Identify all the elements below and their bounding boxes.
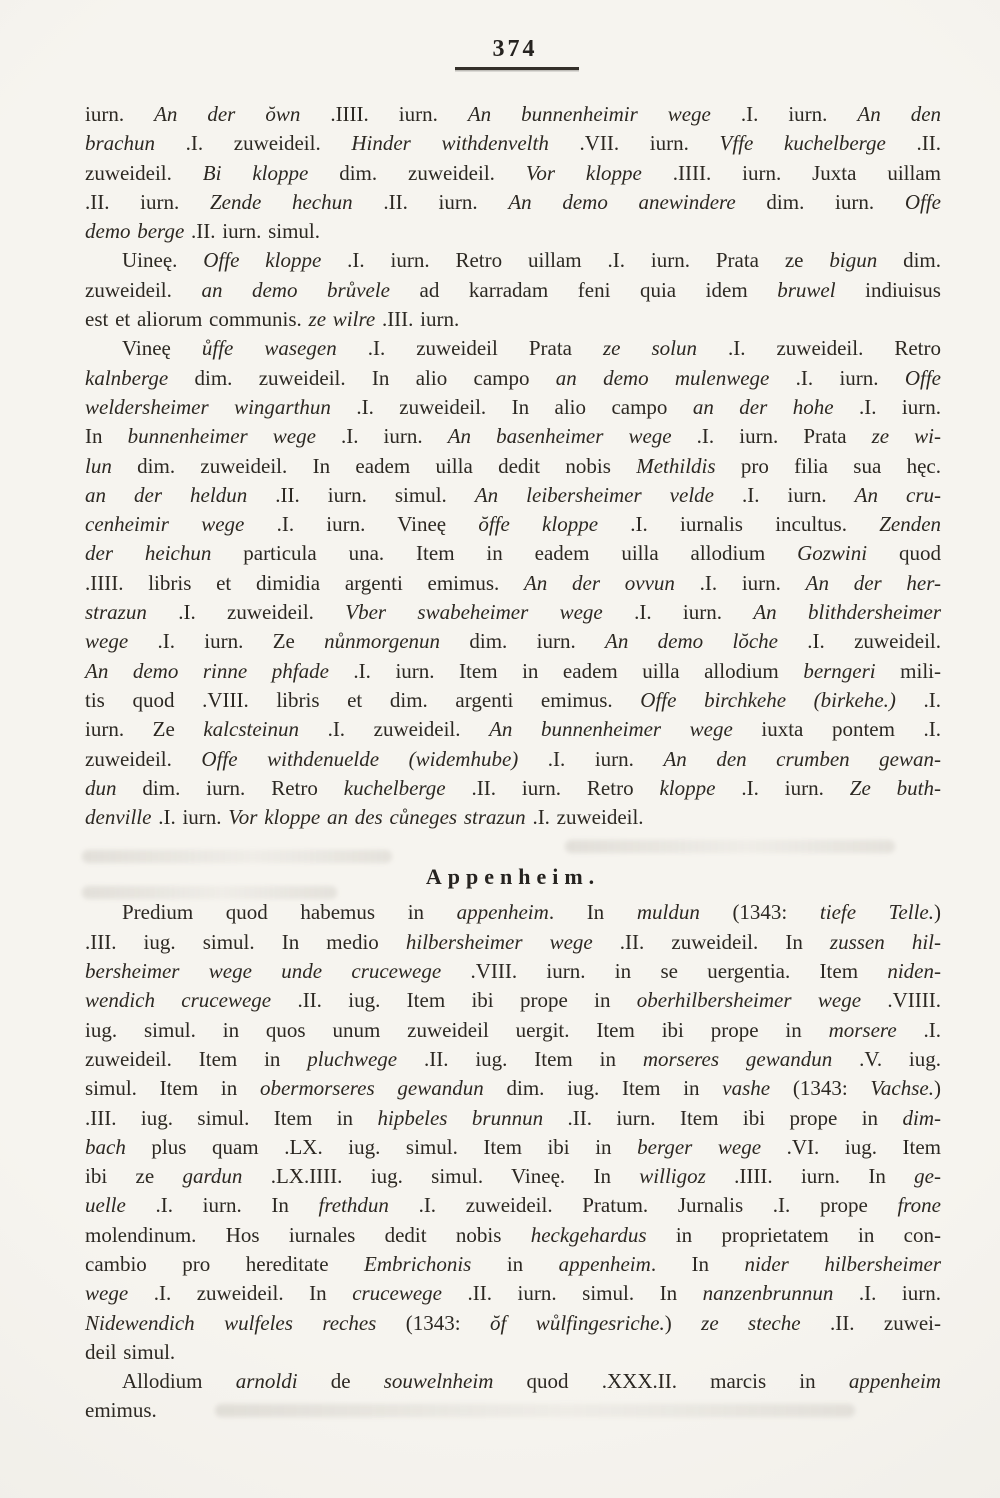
place-name-italic: dim- [902, 1105, 941, 1130]
place-name-italic: Zende hechun [209, 189, 353, 214]
body-text: .II. zuweideil. In [592, 929, 830, 954]
place-name-italic: an der heldun [85, 482, 248, 507]
place-name-italic: lun [85, 453, 112, 478]
text-line [85, 364, 941, 393]
place-name-italic: muldun [636, 900, 700, 925]
place-name-italic: hipbeles brunnun [377, 1105, 544, 1130]
place-name-italic: vashe [722, 1076, 771, 1101]
text-line [85, 188, 941, 217]
text-line [85, 1367, 941, 1396]
body-text: quod .XXX.II. marcis in [493, 1369, 849, 1394]
place-name-italic: der heichun [85, 541, 212, 566]
place-name-italic: An basenheimer wege [447, 424, 672, 449]
body-text: .I. iurn. Prata [671, 424, 872, 449]
place-name-italic: Bi kloppe [202, 160, 309, 185]
place-name-italic: wege [85, 629, 129, 654]
place-name-italic: An der ŏwn [154, 102, 301, 126]
place-name-italic: bersheimer wege unde crucewege [85, 959, 442, 984]
body-text: plus quam .LX. iug. simul. Item ibi in [125, 1134, 638, 1159]
body-text: .LX.IIII. iug. simul. Vineę. In [242, 1164, 640, 1189]
body-text: .VI. iug. Item [761, 1134, 942, 1159]
place-name-italic: frone [897, 1193, 941, 1218]
body-text: cambio pro hereditate [85, 1251, 365, 1276]
body-text: (1343: [376, 1310, 491, 1335]
body-text: .V. iug. [832, 1046, 942, 1071]
section-heading: Appenheim. [425, 864, 601, 890]
place-name-italic: heckgehardus [530, 1222, 647, 1247]
place-name-italic: Offe birchkehe (birkehe.) [640, 687, 896, 712]
place-name-italic: denville [85, 805, 152, 830]
place-name-italic: berger wege [637, 1134, 762, 1159]
place-name-italic: ze wi- [871, 424, 941, 449]
body-text: .III. iug. simul. Item in [85, 1105, 378, 1130]
place-name-italic: An den [857, 102, 942, 126]
place-name-italic: an demo mulenwege [555, 365, 770, 390]
place-name-italic: wege [85, 1281, 129, 1306]
body-text: zuweideil. Item in [85, 1046, 308, 1071]
body-text: .I. iurn. [602, 600, 754, 625]
body-text: .II. [885, 131, 942, 156]
body-text: dim. iurn. Retro [116, 775, 344, 800]
place-name-italic: berngeri [803, 658, 876, 683]
place-name-italic: morsere [828, 1017, 897, 1042]
body-text: .I. [896, 1017, 941, 1042]
text-line [85, 928, 941, 957]
bleed-through-smudge [82, 886, 337, 899]
body-text: .II. iurn. Retro [445, 775, 660, 800]
place-name-italic: Hinder withdenvelth [351, 131, 549, 156]
body-text: simul. Item in [85, 1076, 260, 1101]
body-text: .I. [895, 687, 941, 712]
text-line [85, 686, 941, 715]
place-name-italic: An demo rinne phfade [85, 658, 329, 683]
place-name-italic: appenheim [848, 1369, 941, 1394]
place-name-italic: gardun [182, 1164, 243, 1189]
place-name-italic: An den crumben gewan- [663, 746, 942, 771]
body-text: (1343: [699, 900, 820, 925]
text-line [85, 1309, 941, 1338]
body-text: ) [934, 1076, 941, 1101]
body-text: emimus. [85, 1398, 157, 1423]
place-name-italic: brachun [85, 131, 155, 156]
place-name-italic: ge- [914, 1164, 941, 1189]
body-text: ibi ze [85, 1164, 183, 1189]
body-text: Predium quod habemus in [122, 900, 457, 925]
place-name-italic: kloppe [659, 775, 716, 800]
body-text: .III. iug. simul. In medio [85, 929, 406, 954]
body-text: .II. iurn. simul. In [441, 1281, 703, 1306]
body-text: (1343: [770, 1076, 871, 1101]
body-text: In [85, 424, 128, 449]
body-text: . In [650, 1251, 745, 1276]
text-line [85, 1279, 941, 1308]
place-name-italic: An der ovvun [523, 570, 675, 595]
text-line [85, 598, 941, 627]
body-text: deil simul. [85, 1339, 176, 1364]
place-name-italic: kalnberge [85, 365, 169, 390]
body-text: .I. zuweideil. In alio campo [330, 394, 693, 419]
body-text: .IIII. libris et dimidia argenti emimus. [85, 570, 524, 595]
place-name-italic: Embrichonis [364, 1251, 472, 1276]
text-line [85, 803, 941, 832]
text-line [85, 986, 941, 1015]
body-text: .I. iurn. [713, 482, 855, 507]
place-name-italic: Methildis [636, 453, 716, 478]
body-text: zuweideil. [85, 277, 202, 302]
text-line [85, 957, 941, 986]
body-text: .IIII. iurn. In [705, 1164, 915, 1189]
place-name-italic: niden- [887, 959, 941, 984]
text-line [85, 1045, 941, 1074]
text-line [85, 129, 941, 158]
body-text: Allodium [122, 1369, 236, 1394]
body-text: .I. iurn. [715, 775, 850, 800]
place-name-italic: Offe [904, 365, 941, 390]
text-line [85, 1074, 941, 1103]
text-line [85, 1191, 941, 1220]
place-name-italic: wendich crucewege [85, 988, 272, 1013]
body-text: zuweideil. [85, 160, 203, 185]
body-text: .I. zuweideil. [299, 717, 490, 742]
body-text: .I. iurn. [833, 1281, 941, 1306]
body-text: .IIII. iurn. [300, 102, 468, 126]
bleed-through-smudge [82, 850, 392, 863]
place-name-italic: Offe withdenuelde (widemhube) [201, 746, 519, 771]
place-name-italic: ze solun [602, 336, 697, 361]
place-name-italic: appenheim [558, 1251, 651, 1276]
page-number-rule [455, 67, 579, 70]
body-text: .IIII. iurn. Juxta uillam [641, 160, 941, 185]
place-name-italic: bruwel [777, 277, 836, 302]
body-text: .II. iurn. [85, 189, 210, 214]
body-text: .I. iurnalis incultus. [598, 512, 880, 537]
body-text: dim. iug. Item in [483, 1076, 723, 1101]
body-text: .II. iurn. [352, 189, 509, 214]
body-text: in [471, 1251, 559, 1276]
body-text: .II. iurn. simul. [247, 482, 475, 507]
place-name-italic: pluchwege [307, 1046, 398, 1071]
body-text: .III. iurn. [375, 307, 460, 332]
place-name-italic: uelle [85, 1193, 126, 1218]
body-text: .I. iurn. [674, 570, 806, 595]
body-text: .I. iurn. In [125, 1193, 319, 1218]
place-name-italic: bach [85, 1134, 126, 1159]
place-name-italic: Vor kloppe [525, 160, 642, 185]
body-text: iug. simul. in quos unum zuweideil uergit. Item ibi prope in [85, 1017, 829, 1042]
place-name-italic: Vffe kuchelberge [719, 131, 886, 156]
body-text: .II. iurn. Item ibi prope in [543, 1105, 903, 1130]
place-name-italic: An leibersheimer velde [474, 482, 714, 507]
place-name-italic: ŏf wůlfingesriche. [490, 1310, 665, 1335]
body-text: .I. iurn. [769, 365, 905, 390]
text-line [85, 481, 941, 510]
body-text: .I. iurn. [151, 805, 229, 830]
body-text: .I. zuweideil. Pratum. Jurnalis .I. prope [388, 1193, 898, 1218]
place-name-italic: demo berge [85, 219, 185, 244]
body-text: iuxta pontem .I. [732, 717, 941, 742]
body-text: .II. zuwei- [800, 1310, 942, 1335]
text-line [85, 276, 941, 305]
place-name-italic: nider hilbersheimer [744, 1251, 941, 1276]
body-text: .I. zuweideil. In [128, 1281, 353, 1306]
place-name-italic: kuchelberge [343, 775, 446, 800]
place-name-italic: morseres gewandun [642, 1046, 833, 1071]
place-name-italic: Vber swabeheimer wege [345, 600, 603, 625]
text-line [85, 159, 941, 188]
text-line [85, 393, 941, 422]
text-block [85, 100, 941, 1426]
place-name-italic: strazun [85, 600, 147, 625]
body-text: Uineę. [122, 248, 204, 273]
place-name-italic: bigun [829, 248, 878, 273]
place-name-italic: An blithdersheimer [753, 600, 941, 625]
place-name-italic: Vor kloppe an des cůneges strazun [228, 805, 526, 830]
body-text: .I. zuweideil. [146, 600, 346, 625]
body-text: .VII. iurn. [548, 131, 720, 156]
place-name-italic: tiefe Telle. [819, 900, 934, 925]
body-text: particula una. Item in eadem uilla allodium [211, 541, 798, 566]
place-name-italic: Offe kloppe [203, 248, 322, 273]
text-line [85, 217, 941, 246]
text-line [85, 246, 941, 275]
body-text: dim. zuweideil. In eadem uilla dedit nobis [111, 453, 637, 478]
place-name-italic: An der her- [805, 570, 941, 595]
body-text: .II. iug. Item in [397, 1046, 643, 1071]
place-name-italic: hilbersheimer wege [405, 929, 593, 954]
body-text: .VIIII. [861, 988, 941, 1013]
place-name-italic: zussen hil- [829, 929, 941, 954]
place-name-italic: weldersheimer wingarthun [85, 394, 331, 419]
page-number: 374 [492, 36, 538, 62]
place-name-italic: ŏffe kloppe [478, 512, 599, 537]
body-text: mili- [875, 658, 942, 683]
place-name-italic: An demo lŏche [605, 629, 778, 654]
paragraph [85, 100, 941, 246]
body-text: .VIII. iurn. in se uergentia. Item [441, 959, 888, 984]
text-line [85, 1133, 941, 1162]
body-text: .I. iurn. Item in eadem uilla allodium [328, 658, 804, 683]
text-line [85, 1250, 941, 1279]
paragraph [85, 334, 941, 832]
body-text: .I. iurn. [315, 424, 448, 449]
body-text: iurn. Ze [85, 717, 204, 742]
body-text: pro filia sua hęc. [715, 453, 941, 478]
place-name-italic: Zenden [879, 512, 942, 537]
body-text: .I. iurn. Retro uillam .I. iurn. Prata ze [321, 248, 830, 273]
place-name-italic: ze steche [701, 1310, 801, 1335]
text-line [85, 1338, 941, 1367]
text-line [85, 715, 941, 744]
place-name-italic: obermorseres gewandun [259, 1076, 484, 1101]
body-text: dim. [877, 248, 941, 273]
body-text: .II. iurn. simul. [184, 219, 321, 244]
text-line [85, 898, 941, 927]
text-line [85, 510, 941, 539]
bleed-through-smudge [565, 840, 895, 853]
body-text: . In [548, 900, 637, 925]
place-name-italic: An cru- [854, 482, 941, 507]
body-text: dim. iurn. [735, 189, 905, 214]
body-text: indiuisus [835, 277, 941, 302]
place-name-italic: frethdun [318, 1193, 389, 1218]
body-text: .I. zuweideil. [155, 131, 352, 156]
place-name-italic: oberhilbersheimer wege [636, 988, 862, 1013]
place-name-italic: bunnenheimer wege [127, 424, 316, 449]
text-line [85, 305, 941, 334]
body-text: est et aliorum communis. [85, 307, 309, 332]
place-name-italic: willigoz [639, 1164, 706, 1189]
place-name-italic: appenheim [456, 900, 549, 925]
text-line [85, 452, 941, 481]
text-line [85, 422, 941, 451]
place-name-italic: nanzenbrunnun [702, 1281, 834, 1306]
body-text: .I. zuweideil. Retro [696, 336, 942, 361]
body-text: tis quod .VIII. libris et dim. argenti emimus. [85, 687, 641, 712]
place-name-italic: nůnmorgenun [324, 629, 441, 654]
text-line [85, 627, 941, 656]
body-text: iurn. [85, 102, 155, 126]
text-line [85, 569, 941, 598]
paragraph [85, 246, 941, 334]
place-name-italic: crucewege [352, 1281, 442, 1306]
body-text: .II. iug. Item ibi prope in [271, 988, 637, 1013]
body-text: Vineę [122, 336, 202, 361]
place-name-italic: dun [85, 775, 117, 800]
body-text: .I. iurn. [710, 102, 858, 126]
text-line [85, 1104, 941, 1133]
text-line [85, 539, 941, 568]
place-name-italic: Offe [904, 189, 941, 214]
text-line [85, 334, 941, 363]
place-name-italic: ze wilre [308, 307, 376, 332]
body-text: .I. iurn. Ze [128, 629, 325, 654]
body-text: .I. iurn. [833, 394, 941, 419]
place-name-italic: an demo brůvele [201, 277, 390, 302]
place-name-italic: Gozwini [797, 541, 868, 566]
place-name-italic: kalcsteinun [203, 717, 299, 742]
place-name-italic: An bunnenheimir wege [467, 102, 711, 126]
place-name-italic: Ze buth- [849, 775, 941, 800]
body-text: in proprietatem in con- [646, 1222, 941, 1247]
body-text: ) [934, 900, 941, 925]
place-name-italic: Vachse. [870, 1076, 934, 1101]
body-text: .I. zuweideil Prata [336, 336, 603, 361]
text-line [85, 1221, 941, 1250]
text-line [85, 1016, 941, 1045]
body-text: molendinum. Hos iurnales dedit nobis [85, 1222, 531, 1247]
body-text: ad karradam feni quia idem [390, 277, 778, 302]
place-name-italic: cenheimir wege [85, 512, 245, 537]
body-text: ) [664, 1310, 702, 1335]
text-line [85, 100, 941, 129]
place-name-italic: Nidewendich wulfeles reches [85, 1310, 377, 1335]
bleed-through-smudge [215, 1404, 855, 1417]
place-name-italic: An bunnenheimer wege [489, 717, 733, 742]
paragraph [85, 898, 941, 1367]
place-name-italic: An demo anewindere [508, 189, 736, 214]
body-text: .I. iurn. [518, 746, 664, 771]
text-line [85, 774, 941, 803]
body-text: .I. zuweideil. [777, 629, 941, 654]
body-text: dim. iurn. [440, 629, 606, 654]
place-name-italic: ůffe wasegen [201, 336, 337, 361]
body-text: zuweideil. [85, 746, 202, 771]
text-line [85, 1162, 941, 1191]
body-text: de [297, 1369, 384, 1394]
body-text: dim. zuweideil. [308, 160, 526, 185]
body-text: .I. zuweideil. [525, 805, 644, 830]
body-text: quod [867, 541, 941, 566]
place-name-italic: souwelnheim [383, 1369, 494, 1394]
body-text: dim. zuweideil. In alio campo [168, 365, 556, 390]
text-line [85, 657, 941, 686]
text-line [85, 745, 941, 774]
place-name-italic: an der hohe [692, 394, 834, 419]
body-text: .I. iurn. Vineę [244, 512, 479, 537]
place-name-italic: arnoldi [235, 1369, 298, 1394]
